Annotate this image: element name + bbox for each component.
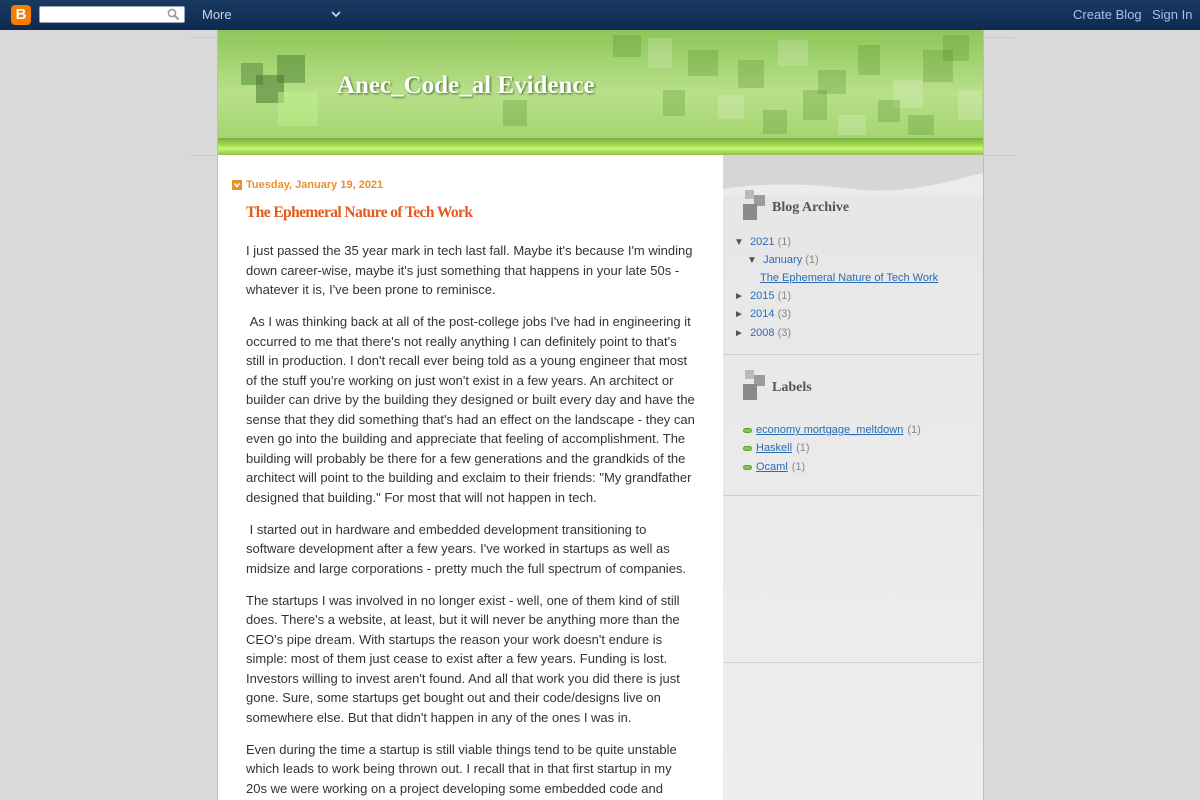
collapse-toggle-icon[interactable]: ▼ bbox=[747, 255, 757, 266]
post-title[interactable]: The Ephemeral Nature of Tech Work bbox=[246, 204, 473, 221]
header-decor bbox=[718, 95, 744, 119]
label-count: (1) bbox=[907, 424, 921, 436]
logo-squares-icon bbox=[278, 92, 318, 126]
post-paragraph: I started out in hardware and embedded development transitioning to software development after a few years. I've worked in startups as well as midsize and large corporations - pretty much the full spectrum of companies. bbox=[246, 521, 687, 576]
post-paragraph: I just passed the 35 year mark in tech last fall. Maybe it's because I'm winding down career-wise, maybe it's just something that happens in your late 50s - whatever it is, I've been prone to reminisce. bbox=[246, 243, 693, 297]
sidebar-divider bbox=[723, 662, 980, 663]
header-decor bbox=[503, 100, 527, 126]
archive-row-2021[interactable] bbox=[734, 236, 791, 248]
label-link[interactable]: Haskell bbox=[756, 442, 793, 454]
date-arrow-icon bbox=[232, 180, 242, 190]
label-item[interactable] bbox=[743, 424, 921, 436]
header-decor bbox=[838, 115, 866, 135]
archive-post-link[interactable]: The Ephemeral Nature of Tech Work bbox=[760, 272, 939, 284]
archive-row-2014[interactable] bbox=[734, 308, 791, 320]
label-item[interactable] bbox=[743, 442, 810, 454]
archive-count: (3) bbox=[777, 308, 792, 320]
archive-count: (1) bbox=[805, 254, 819, 266]
widget-squares-icon bbox=[743, 370, 767, 402]
post-paragraph: The startups I was involved in no longer exist - well, one of them kind of still does. There's a website, at least, but it will never be anything more than the CEO's pipe dream. With startups the reason your work doesn't endure is simple: most of them just cease to exist after a few years. Funding is lost. Investors willing to invest aren't found. And all that work you did there is just gone. Sure, some startups get bought out and their code/designs live on somewhere else. But that didn't happen in any of the ones I was in. bbox=[246, 592, 680, 725]
expand-toggle-icon[interactable]: ► bbox=[734, 328, 744, 339]
archive-count: (1) bbox=[777, 236, 792, 248]
sign-in-link[interactable]: Sign In bbox=[1152, 7, 1193, 22]
post-paragraph: Even during the time a startup is still viable things tend to be quite unstable which leads to work being thrown out. I recall that in that first startup in my 20s we were working on a project developing some embedded code and bbox=[246, 741, 677, 796]
header-decor bbox=[878, 100, 900, 122]
create-blog-link[interactable]: Create Blog bbox=[1073, 7, 1142, 22]
header-decor bbox=[648, 38, 672, 68]
labels-widget-title: Labels bbox=[772, 380, 812, 395]
label-link[interactable]: Ocaml bbox=[756, 461, 788, 473]
archive-year-link[interactable]: 2015 bbox=[750, 290, 775, 302]
archive-month-link[interactable]: January bbox=[763, 254, 803, 266]
archive-count: (1) bbox=[777, 290, 792, 302]
widget-squares-icon bbox=[743, 190, 767, 222]
blogger-navbar bbox=[0, 0, 1200, 30]
blog-header bbox=[218, 30, 983, 155]
header-decor bbox=[688, 50, 718, 76]
archive-row-january[interactable] bbox=[747, 254, 819, 266]
sidebar-wave-decor bbox=[723, 155, 983, 195]
search-input[interactable] bbox=[39, 6, 185, 23]
label-link[interactable]: economy mortgage_meltdown bbox=[756, 424, 904, 436]
header-decor bbox=[943, 35, 969, 61]
search-icon[interactable] bbox=[167, 8, 180, 21]
sidebar-divider bbox=[723, 354, 980, 355]
post-body bbox=[246, 241, 696, 800]
blogger-logo-icon[interactable]: B bbox=[11, 5, 31, 25]
archive-year-link[interactable]: 2008 bbox=[750, 327, 775, 339]
label-count: (1) bbox=[791, 461, 806, 473]
header-decor bbox=[778, 40, 808, 66]
header-decor bbox=[908, 115, 934, 135]
label-bullet-icon bbox=[743, 446, 752, 451]
collapse-toggle-icon[interactable]: ▼ bbox=[734, 237, 744, 248]
archive-row-2015[interactable] bbox=[734, 290, 791, 302]
archive-year-link[interactable]: 2014 bbox=[750, 308, 775, 320]
header-decor bbox=[613, 35, 641, 57]
blog-title[interactable]: Anec_Code_al Evidence bbox=[337, 72, 595, 99]
archive-year-link[interactable]: 2021 bbox=[750, 236, 775, 248]
sidebar bbox=[723, 155, 983, 800]
post-date-header bbox=[232, 179, 383, 191]
header-decor bbox=[803, 90, 827, 120]
header-stripe bbox=[218, 138, 983, 155]
sidebar-divider bbox=[723, 495, 980, 496]
post-date: Tuesday, January 19, 2021 bbox=[246, 179, 384, 191]
more-menu-label[interactable]: More bbox=[202, 7, 232, 22]
archive-row-post[interactable] bbox=[760, 272, 938, 284]
expand-toggle-icon[interactable]: ► bbox=[734, 291, 744, 302]
header-decor bbox=[763, 110, 787, 134]
archive-row-2008[interactable] bbox=[734, 327, 791, 339]
header-decor bbox=[958, 90, 982, 120]
archive-widget-title: Blog Archive bbox=[772, 200, 850, 215]
post-paragraph: As I was thinking back at all of the post-college jobs I've had in engineering it occurred to me that there's not really anything I can definitely point to that's still in production. I don't recall ever being told as a young engineer that most of the stuff you're working on just won't exist in a few years. An architect or builder can drive by the building they designed or built every day and have the sense that they did something that's had an effect on the landscape - they can even go into the building and appreciate that feeling of accomplishment. The building will probably be there for a few generations and the grandkids of the architect will point to the building and exclaim to their friends: "My grandfather designed that building." For most that will not happen in tech. bbox=[246, 314, 695, 505]
chevron-down-icon[interactable] bbox=[330, 8, 342, 20]
archive-count: (3) bbox=[777, 327, 792, 339]
expand-toggle-icon[interactable]: ► bbox=[734, 309, 744, 320]
header-decor bbox=[738, 60, 764, 88]
header-decor bbox=[858, 45, 880, 75]
label-count: (1) bbox=[796, 442, 810, 454]
frame-left-border bbox=[217, 30, 218, 800]
frame-right-border bbox=[983, 30, 984, 800]
header-decor bbox=[663, 90, 685, 116]
label-bullet-icon bbox=[743, 465, 752, 470]
label-bullet-icon bbox=[743, 428, 752, 433]
label-item[interactable] bbox=[743, 461, 805, 473]
